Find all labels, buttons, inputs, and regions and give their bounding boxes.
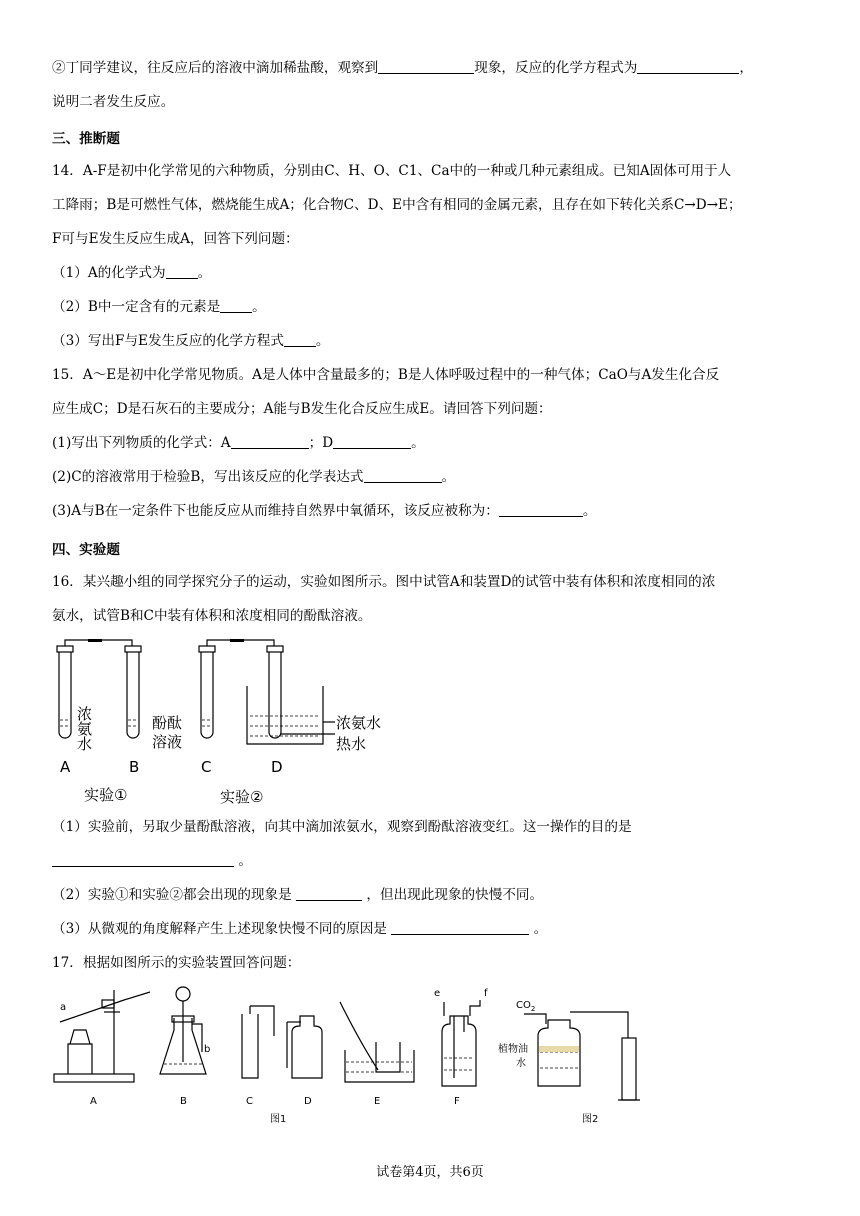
answer-blank[interactable] [637,59,739,74]
figure-2-caption: 图2 [582,1114,599,1125]
apparatus-b-icon [160,987,206,1074]
label-hot-water: 热水 [336,735,367,753]
test-tube-a-icon [59,652,71,738]
stopper-icon [57,646,73,652]
answer-blank[interactable] [166,264,198,279]
label-f: f [484,988,488,999]
answer-blank[interactable] [364,468,442,483]
stopper-icon [267,646,283,652]
label-ammonia: 浓氨水 [75,706,93,751]
apparatus-f-icon [442,1000,480,1086]
stopper-icon [199,646,215,652]
device-label-d: D [304,1096,312,1107]
q16-stem-line: 16．某兴趣小组的同学探究分子的运动，实验如图所示。图中试管A和装置D的试管中装有体积和浓度相同的浓 [52,574,716,590]
q16-stem-line: 氨水，试管B和C中装有体积和浓度相同的酚酞溶液。 [52,608,372,624]
q15-question-3: (3)A与B在一定条件下也能反应从而维持自然界中氧循环，该反应被称为： 。 [52,503,597,519]
experiment-2-label: 实验② [220,788,264,806]
tube-label-b: B [129,758,140,776]
apparatus-co2-measure-icon [524,1012,640,1100]
apparatus-e-icon [340,1002,414,1082]
q17-apparatus-figure [40,982,660,1132]
figure-1-caption: 图1 [270,1114,287,1125]
tube-label-c: C [201,758,212,776]
device-label-e: E [374,1096,381,1107]
apparatus-d-icon [287,1016,322,1078]
label-b: b [204,1044,211,1055]
q15-stem-line: 15．A～E是初中化学常见物质。A是人体中含量最多的；B是人体呼吸过程中的一种气体；CaO与A发生化合反 [52,367,720,383]
q14-stem-line: 工降雨；B是可燃性气体，燃烧能生成A；化合物C、D、E中含有相同的金属元素，且存在如下转化关系C→D→E； [52,197,742,213]
q15-question-2: (2)C的溶液常用于检验B，写出该反应的化学表达式 。 [52,469,456,485]
apparatus-c-icon [242,1006,274,1078]
q17-stem: 17．根据如图所示的实验装置回答问题： [52,955,301,971]
q15-question-1: (1)写出下列物质的化学式：A ；D 。 [52,435,425,451]
q16-question-1-answer: 。 [52,851,820,871]
answer-blank[interactable] [220,298,252,313]
q14-question-2: （2）B中一定含有的元素是 。 [52,299,266,315]
answer-blank[interactable] [284,332,316,347]
answer-blank[interactable] [378,59,474,74]
tube-label-d: D [271,758,283,776]
page-footer: 试卷第4页，共6页 [376,1165,484,1180]
connector-icon [230,639,244,642]
label-water: 水 [516,1058,526,1069]
q16-question-3: （3）从微观的角度解释产生上述现象快慢不同的原因是 。 [52,921,548,937]
label-vegetable-oil: 植物油 [498,1044,528,1055]
q16-experiment-figure [40,636,400,812]
q16-question-2: （2）实验①和实验②都会出现的现象是 ，但出现此现象的快慢不同。 [52,887,544,903]
tube-label-a: A [60,758,71,776]
q14-stem-line: 14．A-F是初中化学常见的六种物质，分别由C、H、O、C1、Ca中的一种或几种元素组成。已知A固体可用于人 [52,163,732,179]
q16-question-1: （1）实验前，另取少量酚酞溶液，向其中滴加浓氨水，观察到酚酞溶液变红。这一操作的目的是 [52,819,632,835]
device-label-a: A [90,1096,97,1107]
test-tube-d-icon [269,652,281,738]
q14-question-1: （1）A的化学式为 。 [52,265,212,281]
connector-icon [88,639,102,642]
label-e: e [434,988,441,999]
q15-stem-line: 应生成C；D是石灰石的主要成分；A能与B发生化合反应生成E。请回答下列问题： [52,401,552,417]
answer-blank[interactable] [52,852,234,867]
section-heading-inference: 三、推断题 [52,131,120,147]
answer-blank[interactable] [231,434,309,449]
q14-question-3: （3）写出F与E发生反应的化学方程式 。 [52,333,330,349]
q13-part2-line: ②丁同学建议，往反应后的溶液中滴加稀盐酸，观察到 现象，反应的化学方程式为 ， [52,60,753,76]
q13-part2-line2: 说明二者发生反应。 [52,94,175,110]
label-concentrated-ammonia: 浓氨水 [336,714,382,732]
answer-blank[interactable] [333,434,411,449]
answer-blank[interactable] [391,920,529,935]
answer-blank[interactable] [499,502,583,517]
device-label-f: F [454,1096,460,1107]
answer-blank[interactable] [296,886,362,901]
label-phenolphthalein-2: 溶液 [152,733,183,751]
experiment-1-label: 实验① [84,786,128,804]
test-tube-c-icon [201,652,213,738]
section-heading-experiment: 四、实验题 [52,542,120,558]
label-phenolphthalein-1: 酚酞 [152,714,183,732]
device-label-b: B [180,1096,187,1107]
stopper-icon [125,646,141,652]
label-co2: $CO_2$ [516,1000,536,1013]
q14-stem-line: F可与E发生反应生成A，回答下列问题： [52,231,299,247]
apparatus-a-icon [54,990,150,1082]
beaker-icon [247,686,323,744]
label-a: a [60,1002,67,1013]
oil-layer-icon [539,1046,579,1052]
device-label-c: C [246,1096,253,1107]
test-tube-b-icon [127,652,139,738]
